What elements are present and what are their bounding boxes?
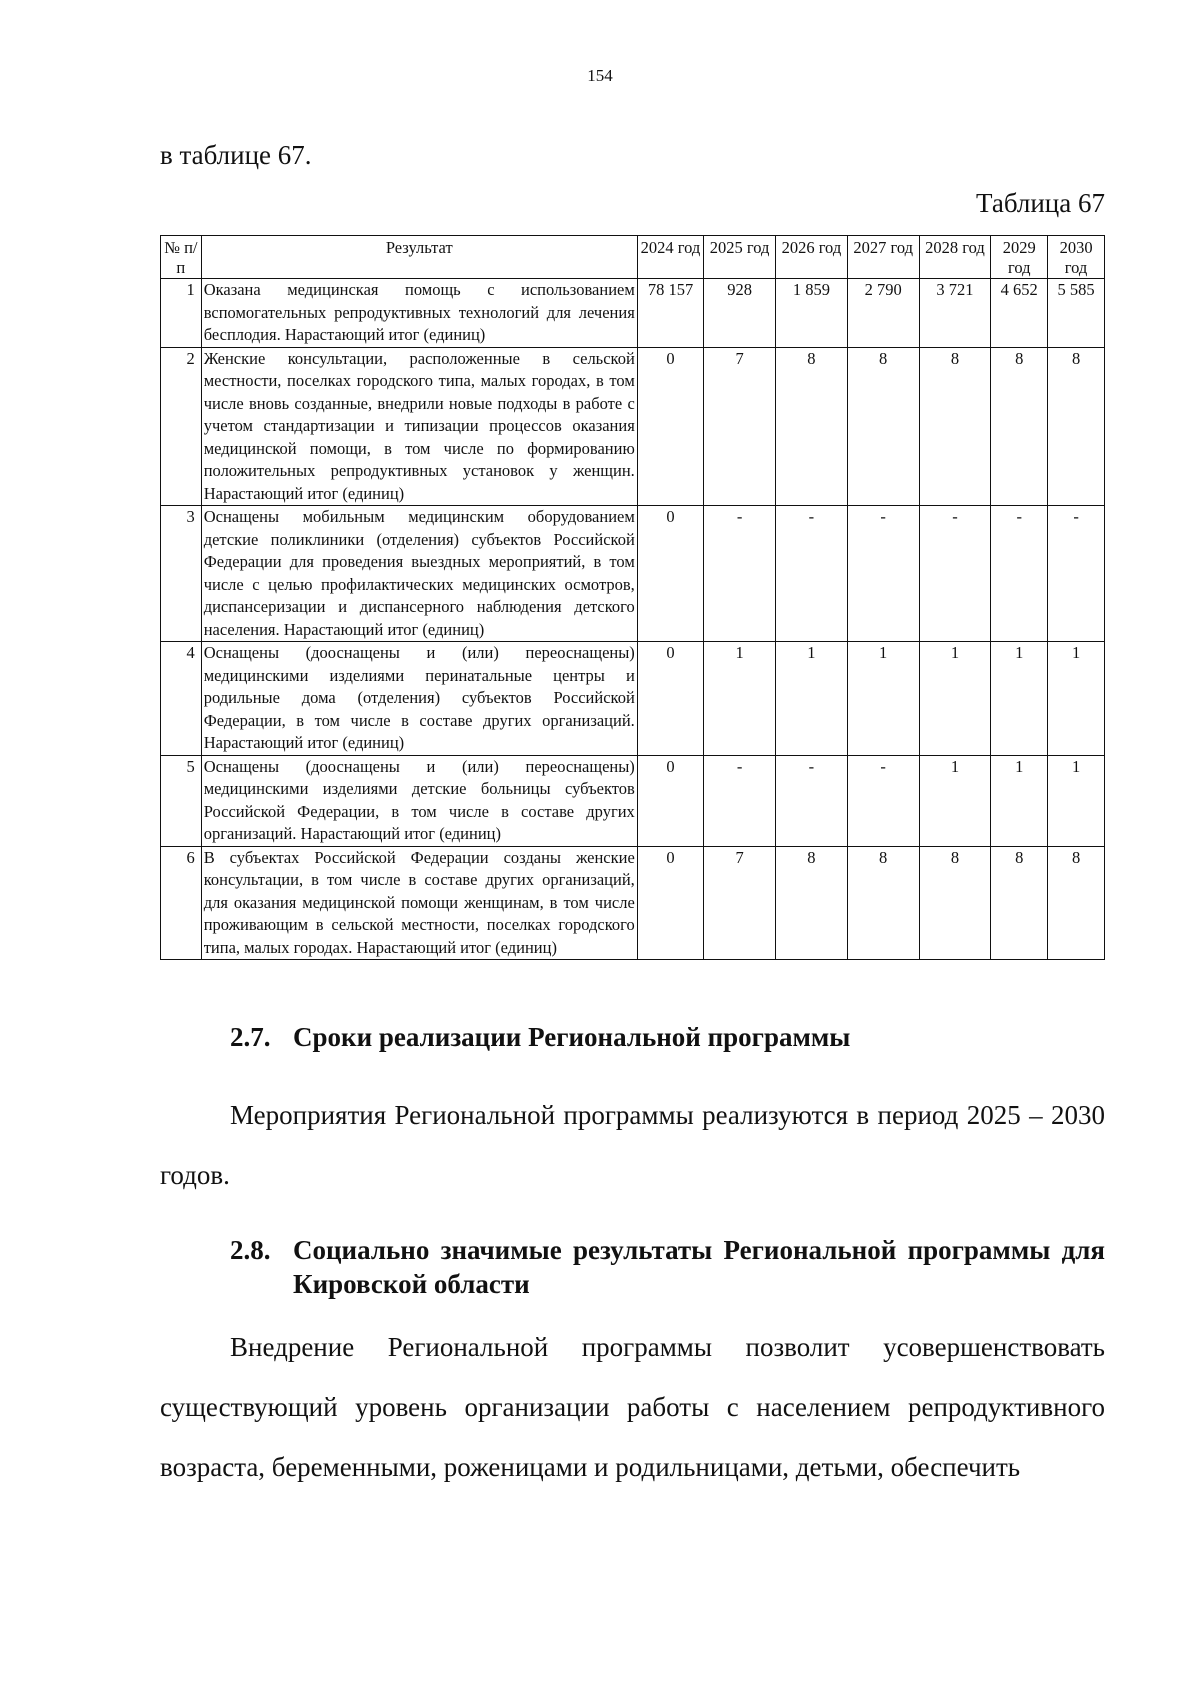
row-value: 1 — [919, 755, 991, 846]
header-result: Результат — [201, 236, 637, 279]
row-value: 8 — [991, 347, 1048, 506]
section-heading-2-8 — [230, 1233, 1105, 1301]
row-value: 8 — [991, 846, 1048, 960]
row-value: 8 — [1048, 846, 1105, 960]
row-value: 2 790 — [847, 279, 919, 348]
row-value: - — [919, 506, 991, 642]
row-value: - — [847, 506, 919, 642]
section-title: Сроки реализации Региональной программы — [293, 1022, 851, 1052]
row-value: 0 — [637, 347, 703, 506]
header-year: 2028 год — [919, 236, 991, 279]
row-value: 8 — [919, 846, 991, 960]
row-value: - — [991, 506, 1048, 642]
table-row — [161, 506, 1105, 642]
row-value: 1 — [991, 642, 1048, 756]
row-result: Женские консультации, расположенные в сельской местности, поселках городского типа, малых городах, в том числе вновь созданные, внедрили новые подходы в работе с учетом стандартизации и типизации процессов оказания медицинской помощи, в том числе по формированию положительных репродуктивных установок у женщин. Нарастающий итог (единиц) — [201, 347, 637, 506]
row-value: - — [704, 755, 776, 846]
header-year: 2026 год — [776, 236, 848, 279]
row-value: 1 — [919, 642, 991, 756]
row-value: 7 — [704, 846, 776, 960]
section-2-8-paragraph: Внедрение Региональной программы позволит усовершенствовать существующий уровень организации работы с населением репродуктивного возраста, беременными, роженицами и родильницами, детьми, обеспечить — [160, 1332, 1105, 1482]
row-result: Оснащены (дооснащены и (или) переоснащены) медицинскими изделиями перинатальные центры и родильные дома (отделения) субъектов Российской Федерации, в том числе в составе других организаций. Нарастающий итог (единиц) — [201, 642, 637, 756]
row-num: 6 — [161, 846, 202, 960]
row-value: 1 — [1048, 642, 1105, 756]
row-value: 1 — [1048, 755, 1105, 846]
table-caption: Таблица 67 — [976, 188, 1105, 218]
row-value: 928 — [704, 279, 776, 348]
row-value: 8 — [776, 846, 848, 960]
row-value: - — [1048, 506, 1105, 642]
row-num: 3 — [161, 506, 202, 642]
row-value: 0 — [637, 506, 703, 642]
row-num: 2 — [161, 347, 202, 506]
row-value: 1 — [776, 642, 848, 756]
row-value: 7 — [704, 347, 776, 506]
header-year: 2030 год — [1048, 236, 1105, 279]
header-num: № п/п — [161, 236, 202, 279]
header-year: 2025 год — [704, 236, 776, 279]
row-value: - — [776, 755, 848, 846]
row-value: 8 — [847, 846, 919, 960]
row-value: 0 — [637, 642, 703, 756]
section-number: 2.7. — [230, 1022, 271, 1052]
section-2-7-paragraph: Мероприятия Региональной программы реализуются в период 2025 – 2030 годов. — [160, 1100, 1105, 1190]
row-value: 8 — [847, 347, 919, 506]
results-table — [160, 235, 1105, 960]
header-year: 2024 год — [637, 236, 703, 279]
table-row — [161, 846, 1105, 960]
row-value: 5 585 — [1048, 279, 1105, 348]
table-row — [161, 642, 1105, 756]
row-num: 4 — [161, 642, 202, 756]
header-year: 2029 год — [991, 236, 1048, 279]
row-value: 4 652 — [991, 279, 1048, 348]
row-value: 1 859 — [776, 279, 848, 348]
row-result: Оснащены мобильным медицинским оборудованием детские поликлиники (отделения) субъектов Российской Федерации для проведения выездных мероприятий, в том числе с целью профилактических медицинских осмотров, диспансеризации и диспансерного наблюдения детского населения. Нарастающий итог (единиц) — [201, 506, 637, 642]
table-header-row — [161, 236, 1105, 279]
row-value: 3 721 — [919, 279, 991, 348]
row-value: 8 — [1048, 347, 1105, 506]
intro-text: в таблице 67. — [160, 140, 312, 170]
table-row — [161, 347, 1105, 506]
row-num: 5 — [161, 755, 202, 846]
row-value: 0 — [637, 755, 703, 846]
row-value: 8 — [919, 347, 991, 506]
row-result: Оснащены (дооснащены и (или) переоснащены) медицинскими изделиями детские больницы субъектов Российской Федерации, в том числе в составе других организаций. Нарастающий итог (единиц) — [201, 755, 637, 846]
section-title: Социально значимые результаты Региональной программы для Кировской области — [293, 1235, 1105, 1299]
row-value: 1 — [704, 642, 776, 756]
row-num: 1 — [161, 279, 202, 348]
page-number: 154 — [587, 66, 613, 85]
row-result: В субъектах Российской Федерации созданы женские консультации, в том числе в составе других организаций, для оказания медицинской помощи женщинам, в том числе проживающим в сельской местности, поселках городского типа, малых городах. Нарастающий итог (единиц) — [201, 846, 637, 960]
row-value: 78 157 — [637, 279, 703, 348]
row-value: - — [704, 506, 776, 642]
row-value: - — [776, 506, 848, 642]
row-value: - — [847, 755, 919, 846]
header-year: 2027 год — [847, 236, 919, 279]
table-row — [161, 755, 1105, 846]
row-value: 1 — [991, 755, 1048, 846]
row-value: 8 — [776, 347, 848, 506]
section-heading-2-7 — [230, 1020, 1105, 1054]
row-value: 1 — [847, 642, 919, 756]
row-value: 0 — [637, 846, 703, 960]
section-number: 2.8. — [230, 1235, 271, 1265]
row-result: Оказана медицинская помощь с использованием вспомогательных репродуктивных технологий для лечения бесплодия. Нарастающий итог (единиц) — [201, 279, 637, 348]
table-row — [161, 279, 1105, 348]
